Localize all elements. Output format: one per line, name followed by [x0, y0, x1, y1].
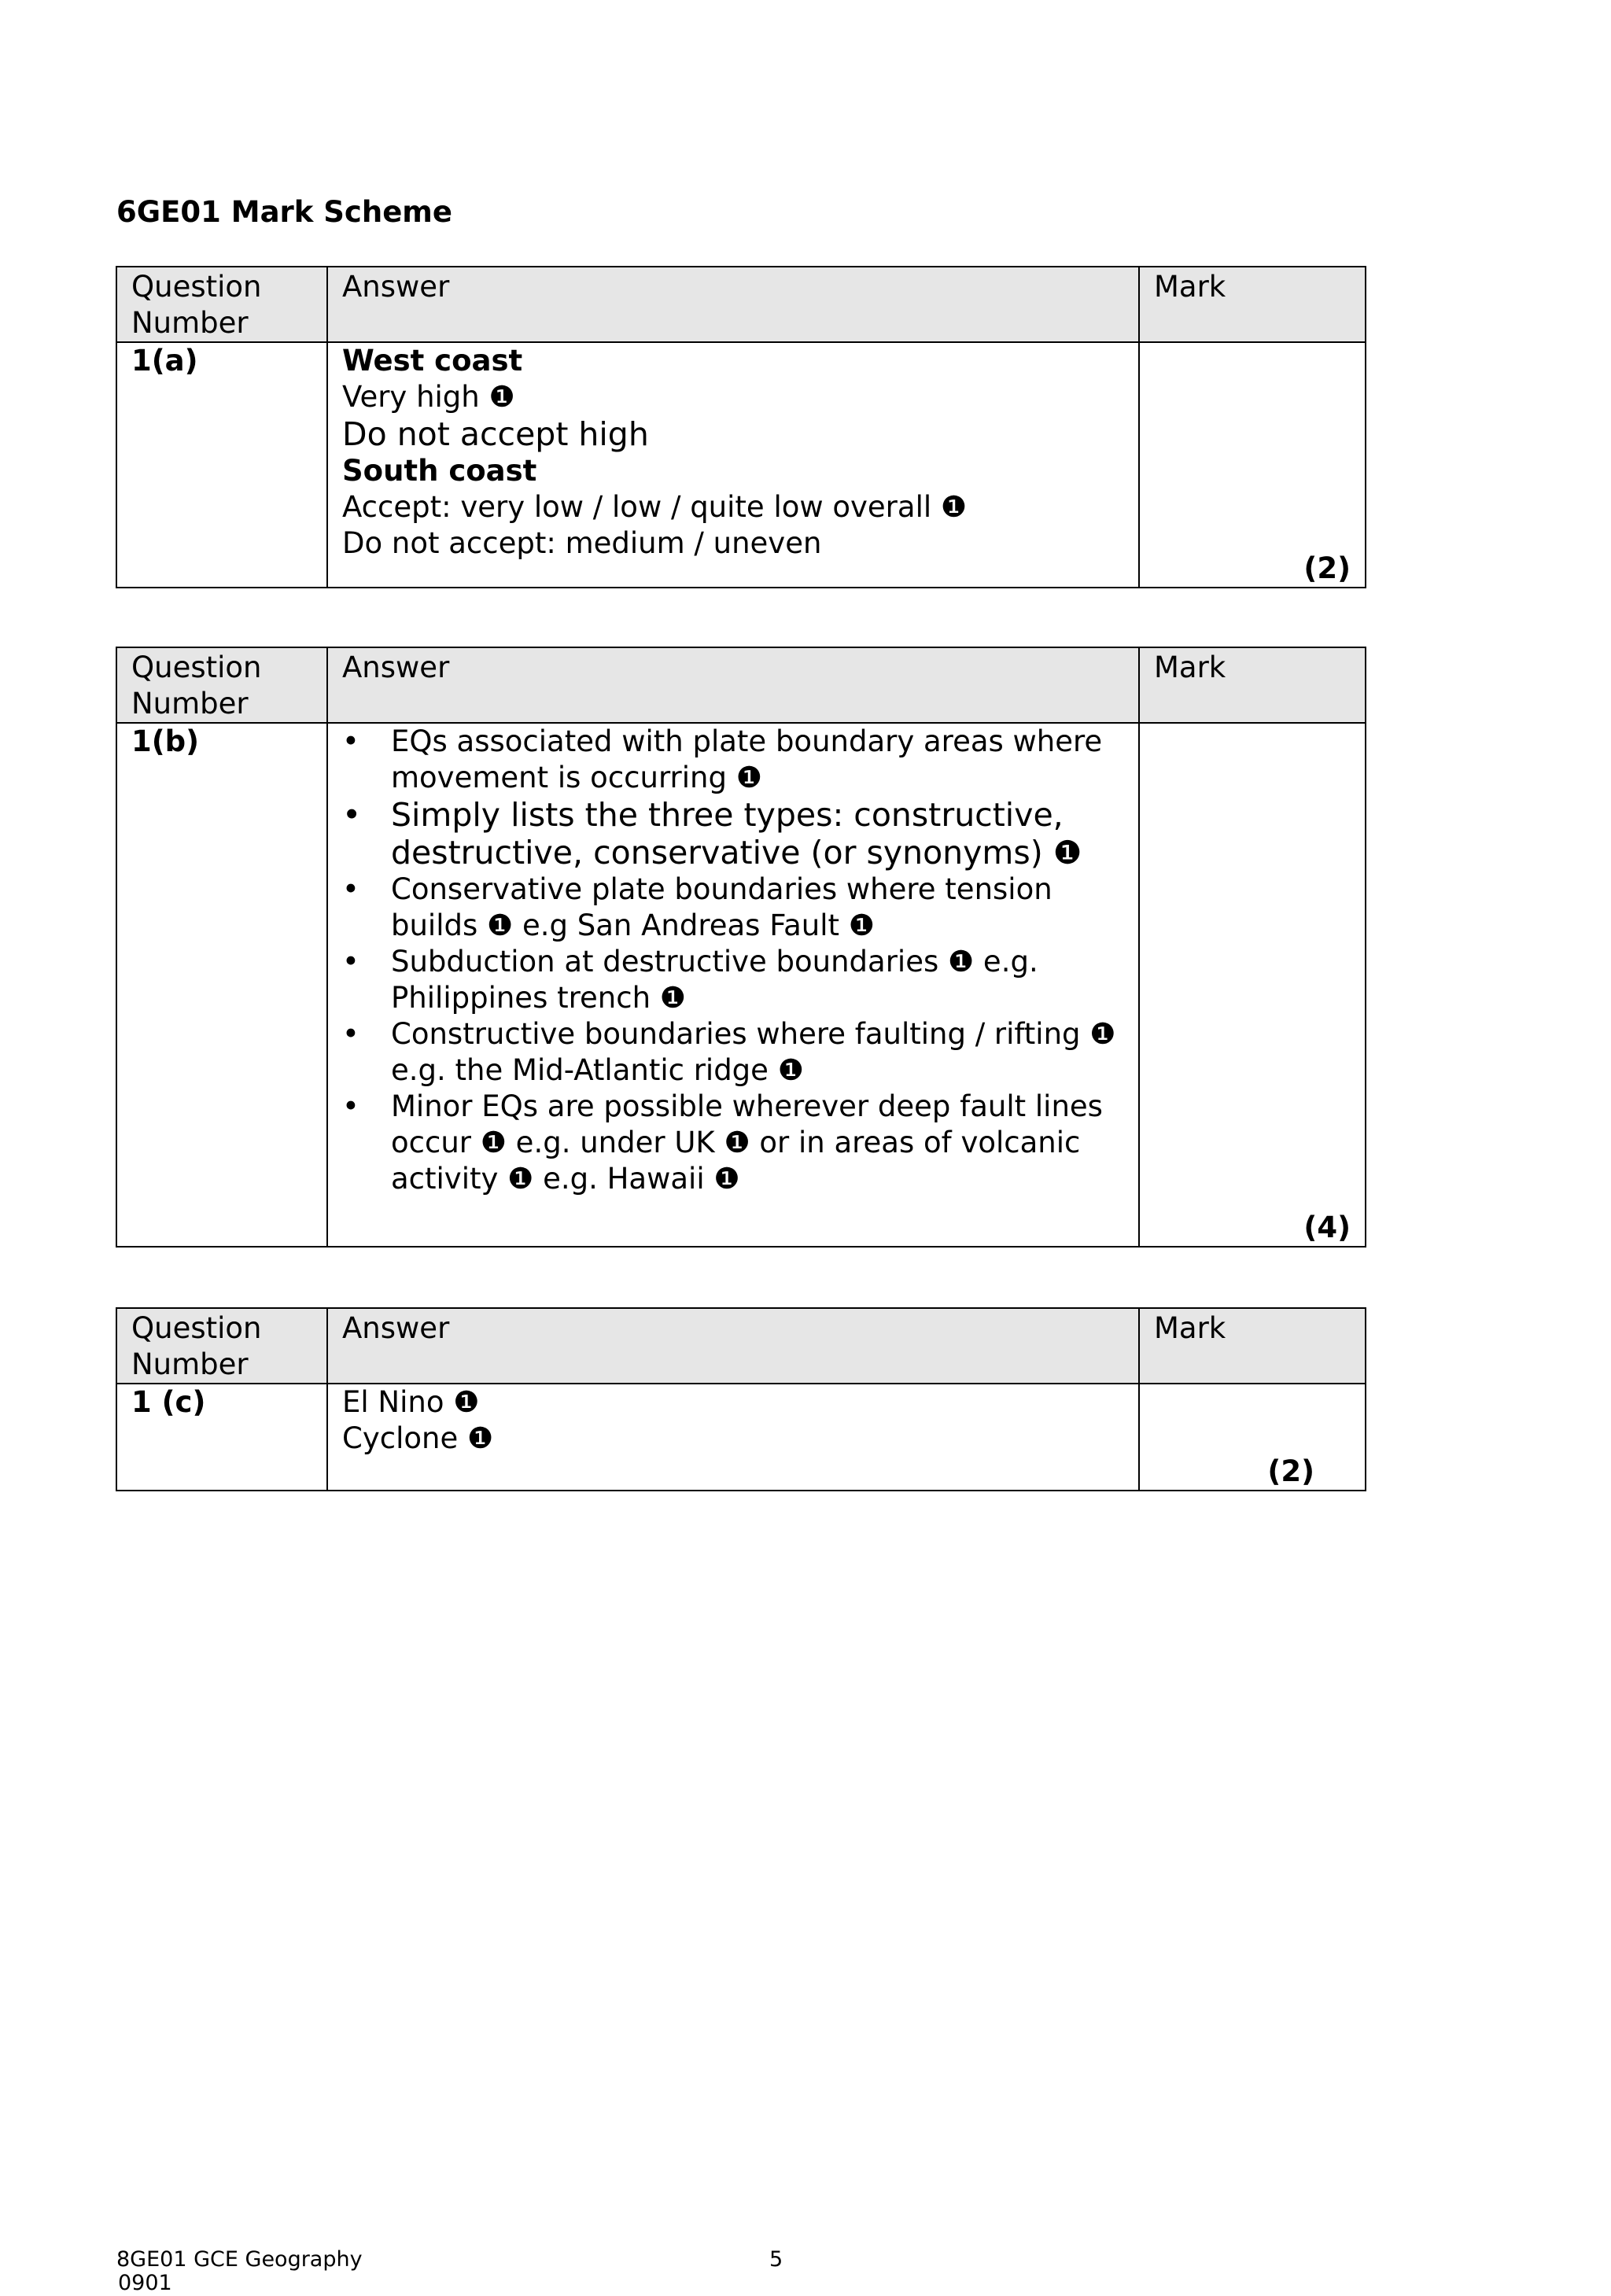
page-number: 5: [769, 2247, 783, 2272]
footer-code: 0901: [118, 2271, 172, 2295]
table-row: [116, 1384, 1366, 1491]
mark-scheme-table-1a: [116, 266, 1366, 588]
mark-cell: [1139, 723, 1366, 1247]
question-number: 1(a): [116, 342, 327, 588]
footer-course: 8GE01 GCE Geography: [116, 2247, 363, 2272]
list-item: • Simply lists the three types: constructive, destructive, conservative (or synonyms) ❶: [342, 796, 1124, 872]
mark-cell: [1139, 1384, 1366, 1491]
answer-header: Answer: [327, 267, 1139, 342]
table-header-row: [116, 267, 1366, 342]
answer-header: Answer: [327, 1308, 1139, 1384]
table-header-row: [116, 647, 1366, 723]
answer-cell: [327, 723, 1139, 1247]
question-number-header: Question Number: [116, 1308, 327, 1384]
answer-line: Do not accept: medium / uneven: [342, 526, 822, 560]
answer-cell: [327, 342, 1139, 588]
table-row: [116, 723, 1366, 1247]
question-number-header: Question Number: [116, 267, 327, 342]
answer-bullet-list: [342, 724, 1124, 1197]
answer-line: Do not accept high: [342, 415, 649, 453]
mark-cell: [1139, 342, 1366, 588]
answer-line: Cyclone ❶: [342, 1421, 494, 1455]
mark-scheme-table-1b: [116, 647, 1366, 1248]
answer-line: El Nino ❶: [342, 1385, 480, 1419]
page-title: 6GE01 Mark Scheme: [116, 195, 452, 229]
mark-header: Mark: [1139, 267, 1366, 342]
mark-value: (4): [1303, 1211, 1351, 1244]
table-row: [116, 342, 1366, 588]
answer-line: West coast: [342, 344, 523, 378]
question-number: 1(b): [116, 723, 327, 1247]
list-item: • Subduction at destructive boundaries ❶ e.g. Philippines trench ❶: [342, 944, 1124, 1016]
answer-cell: [327, 1384, 1139, 1491]
question-number-header: Question Number: [116, 647, 327, 723]
answer-line: South coast: [342, 454, 537, 488]
table-header-row: [116, 1308, 1366, 1384]
mark-scheme-table-1c: [116, 1307, 1366, 1491]
mark-value: (2): [1303, 551, 1351, 585]
mark-header: Mark: [1139, 647, 1366, 723]
list-item: • Minor EQs are possible wherever deep fault lines occur ❶ e.g. under UK ❶ or in areas of volcanic activity ❶ e.g. Hawaii ❶: [342, 1089, 1124, 1197]
question-number: 1 (c): [116, 1384, 327, 1491]
list-item: • Constructive boundaries where faulting / rifting ❶ e.g. the Mid-Atlantic ridge ❶: [342, 1016, 1124, 1089]
list-item: • Conservative plate boundaries where tension builds ❶ e.g San Andreas Fault ❶: [342, 872, 1124, 944]
answer-header: Answer: [327, 647, 1139, 723]
mark-value: (2): [1267, 1454, 1314, 1488]
list-item: • EQs associated with plate boundary areas where movement is occurring ❶: [342, 724, 1124, 796]
answer-line: Very high ❶: [342, 380, 515, 414]
mark-header: Mark: [1139, 1308, 1366, 1384]
answer-line: Accept: very low / low / quite low overall ❶: [342, 490, 968, 524]
